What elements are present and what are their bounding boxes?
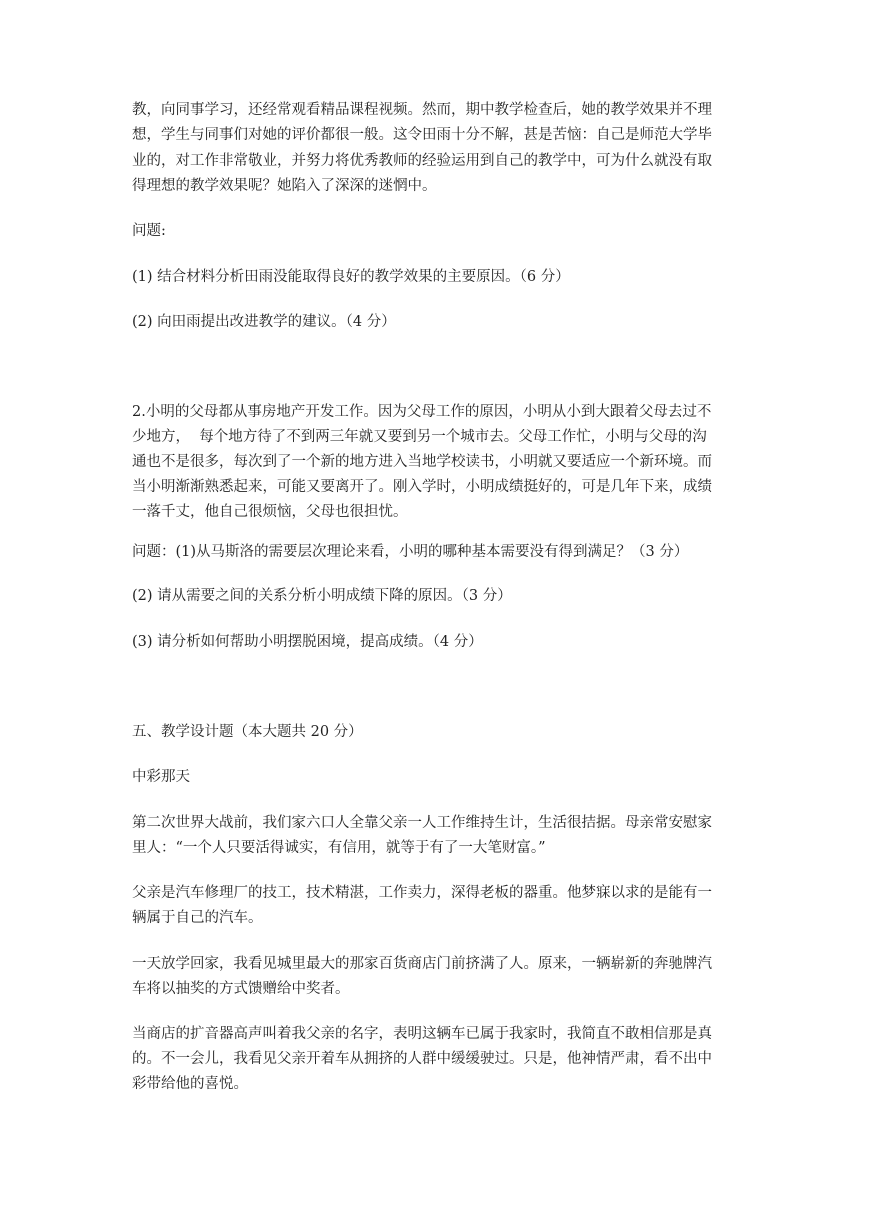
- case2-paragraph-line-5: 一落千丈，他自己很烦恼，父母也很担忧。: [132, 504, 408, 520]
- case2-paragraph-line-2: 少地方， 每个地方待了不到两三年就又要到另一个城市去。父母工作忙，小明与父母的沟: [132, 429, 707, 445]
- case2-paragraph-line-3: 通也不是很多，每次到了一个新的地方进入当地学校读书，小明就又要适应一个新环境。而: [132, 454, 712, 470]
- story-p2-line-1: 父亲是汽车修理厂的技工，技术精湛，工作卖力，深得老板的器重。他梦寐以求的是能有一: [132, 885, 712, 901]
- story-p4-line-3: 彩带给他的喜悦。: [132, 1076, 248, 1092]
- story-p1-line-1: 第二次世界大战前，我们家六口人全靠父亲一人工作维持生计，生活很拮据。母亲常安慰家: [132, 815, 712, 831]
- story-p3-line-2: 车将以抽奖的方式馈赠给中奖者。: [132, 981, 350, 997]
- story-p3-line-1: 一天放学回家，我看见城里最大的那家百货商店门前挤满了人。原来，一辆崭新的奔驰牌汽: [132, 956, 712, 972]
- story-p4-line-1: 当商店的扩音器高声叫着我父亲的名字，表明这辆车已属于我家时，我简直不敢相信那是真: [132, 1026, 712, 1042]
- case2-paragraph-line-4: 当小明渐渐熟悉起来，可能又要离开了。刚入学时，小明成绩挺好的，可是几年下来，成绩: [132, 479, 712, 495]
- case1-question-label: 问题:: [132, 223, 166, 239]
- case2-paragraph-line-1: 2.小明的父母都从事房地产开发工作。因为父母工作的原因，小明从小到大跟着父母去过不: [132, 404, 712, 420]
- case1-question-1: (1) 结合材料分析田雨没能取得良好的教学效果的主要原因。（6 分）: [132, 269, 570, 285]
- section5-heading: 五、教学设计题（本大题共 20 分）: [132, 724, 363, 740]
- story-p2-line-2: 辆属于自己的汽车。: [132, 910, 263, 926]
- story-title: 中彩那天: [132, 769, 190, 785]
- case2-question-3: (3) 请分析如何帮助小明摆脱困境，提高成绩。（4 分）: [132, 634, 483, 650]
- story-p1-line-2: 里人：“一个人只要活得诚实，有信用，就等于有了一大笔财富。”: [132, 840, 546, 856]
- case1-paragraph-line-2: 想，学生与同事们对她的评价都很一般。这令田雨十分不解，甚是苦恼：自己是师范大学毕: [132, 127, 712, 143]
- story-p4-line-2: 的。不一会儿，我看见父亲开着车从拥挤的人群中缓缓驶过。只是，他神情严肃，看不出中: [132, 1051, 712, 1067]
- case1-paragraph-line-4: 得理想的教学效果呢？她陷入了深深的迷惘中。: [132, 178, 437, 194]
- case1-question-2: (2) 向田雨提出改进教学的建议。（4 分）: [132, 314, 396, 330]
- case2-question-2: (2) 请从需要之间的关系分析小明成绩下降的原因。（3 分）: [132, 588, 512, 604]
- case2-question-1: 问题：(1)从马斯洛的需要层次理论来看，小明的哪种基本需要没有得到满足？（3 分）: [132, 544, 689, 560]
- case1-paragraph-line-3: 业的，对工作非常敬业，并努力将优秀教师的经验运用到自己的教学中，可为什么就没有取: [132, 153, 712, 169]
- case1-paragraph-line-1: 教，向同事学习，还经常观看精品课程视频。然而，期中教学检查后，她的教学效果并不理: [132, 102, 712, 118]
